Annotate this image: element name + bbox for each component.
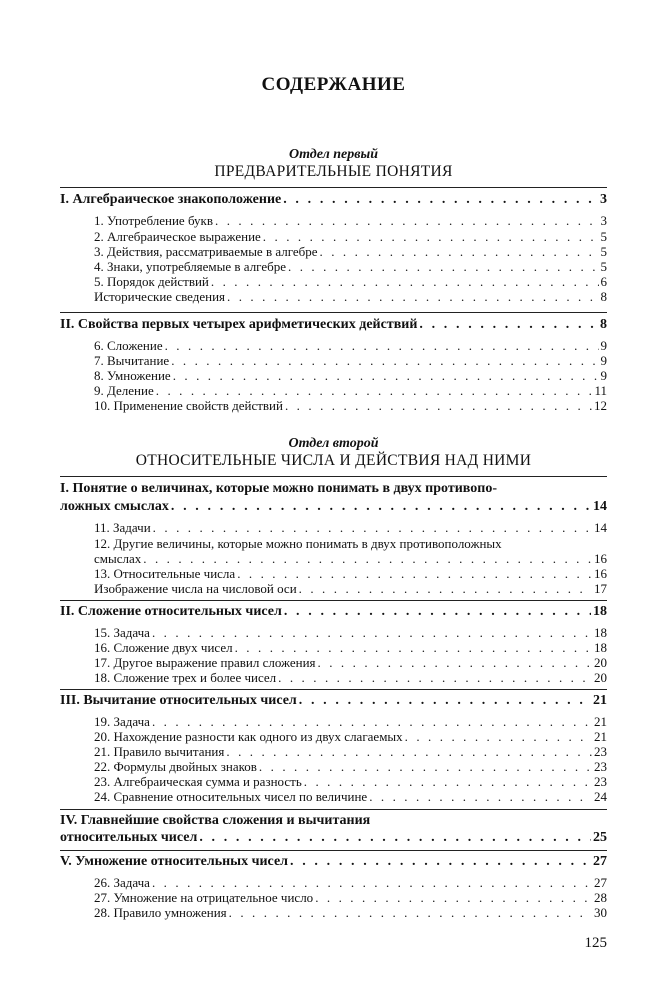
toc-item[interactable]: 8. Умножение . . . 9 bbox=[60, 368, 607, 384]
toc-item[interactable]: 21. Правило вычитания . . . 23 bbox=[60, 744, 607, 760]
toc-item[interactable]: 13. Относительные числа . . . 16 bbox=[60, 566, 607, 582]
toc-chapter[interactable]: ложных смыслах . . . 14 bbox=[60, 499, 607, 517]
toc-item[interactable]: 17. Другое выражение правил сложения . . . 20 bbox=[60, 655, 607, 671]
toc-item[interactable]: 3. Действия, рассматриваемые в алгебре . . . 5 bbox=[60, 244, 607, 260]
toc-item[interactable]: 2. Алгебраическое выражение . . . 5 bbox=[60, 229, 607, 245]
part1-title: ПРЕДВАРИТЕЛЬНЫЕ ПОНЯТИЯ bbox=[214, 163, 453, 180]
divider bbox=[60, 600, 607, 601]
divider bbox=[60, 187, 607, 188]
toc-item[interactable]: 11. Задачи . . . 14 bbox=[60, 520, 607, 536]
toc-item[interactable]: 9. Деление . . . 11 bbox=[60, 383, 607, 399]
divider bbox=[60, 850, 607, 851]
toc-chapter-line: IV. Главнейшие свойства сложения и вычитания bbox=[60, 813, 371, 828]
toc-item[interactable]: 22. Формулы двойных знаков . . . 23 bbox=[60, 759, 607, 775]
divider bbox=[60, 312, 607, 313]
toc-item[interactable]: 10. Применение свойств действий . . . 12 bbox=[60, 398, 607, 414]
toc-item[interactable]: Изображение числа на числовой оси . . . 17 bbox=[60, 581, 607, 597]
toc-item[interactable]: 20. Нахождение разности как одного из двух слагаемых . . . 21 bbox=[60, 729, 607, 745]
toc-item[interactable]: 27. Умножение на отрицательное число . . . 28 bbox=[60, 890, 607, 906]
page-title: СОДЕРЖАНИЕ bbox=[261, 74, 406, 95]
toc-item[interactable]: 23. Алгебраическая сумма и разность . . . 23 bbox=[60, 774, 607, 790]
toc-chapter[interactable]: II. Сложение относительных чисел . . . 18 bbox=[60, 604, 607, 622]
toc-chapter[interactable]: относительных чисел . . . 25 bbox=[60, 830, 607, 848]
toc-item[interactable]: 6. Сложение . . . 9 bbox=[60, 338, 607, 354]
toc-item[interactable]: 5. Порядок действий . . . 6 bbox=[60, 274, 607, 290]
toc-item[interactable]: 26. Задача . . . 27 bbox=[60, 875, 607, 891]
page-number: 125 bbox=[584, 935, 607, 951]
toc-item[interactable]: 28. Правило умножения . . . 30 bbox=[60, 905, 607, 921]
part2-title: ОТНОСИТЕЛЬНЫЕ ЧИСЛА И ДЕЙСТВИЯ НАД НИМИ bbox=[135, 452, 532, 469]
divider bbox=[60, 809, 607, 810]
toc-item[interactable]: 24. Сравнение относительных чисел по величине . . . 24 bbox=[60, 789, 607, 805]
toc-item[interactable]: 7. Вычитание . . . 9 bbox=[60, 353, 607, 369]
toc-chapter[interactable]: III. Вычитание относительных чисел . . . 21 bbox=[60, 693, 607, 711]
toc-item[interactable]: 1. Употребление букв . . . 3 bbox=[60, 213, 607, 229]
toc-chapter[interactable]: II. Свойства первых четырех арифметических действий . . . 8 bbox=[60, 317, 607, 335]
part2-label: Отдел второй bbox=[288, 436, 379, 451]
toc-item[interactable]: 4. Знаки, употребляемые в алгебре . . . 5 bbox=[60, 259, 607, 275]
toc-item-line: 12. Другие величины, которые можно понимать в двух противоположных bbox=[94, 536, 502, 551]
toc-chapter[interactable]: V. Умножение относительных чисел . . . 27 bbox=[60, 854, 607, 872]
toc-item[interactable]: 16. Сложение двух чисел . . . 18 bbox=[60, 640, 607, 656]
divider bbox=[60, 689, 607, 690]
toc-item[interactable]: Исторические сведения . . . 8 bbox=[60, 289, 607, 305]
toc-chapter-line: I. Понятие о величинах, которые можно понимать в двух противопо- bbox=[60, 481, 497, 496]
toc-item[interactable]: 15. Задача . . . 18 bbox=[60, 625, 607, 641]
toc-item[interactable]: смыслах . . . 16 bbox=[60, 551, 607, 567]
toc-chapter[interactable]: I. Алгебраическое знакоположение . . . 3 bbox=[60, 192, 607, 210]
toc-item[interactable]: 18. Сложение трех и более чисел . . . 20 bbox=[60, 670, 607, 686]
divider bbox=[60, 476, 607, 477]
part1-label: Отдел первый bbox=[288, 147, 379, 162]
toc-item[interactable]: 19. Задача . . . 21 bbox=[60, 714, 607, 730]
